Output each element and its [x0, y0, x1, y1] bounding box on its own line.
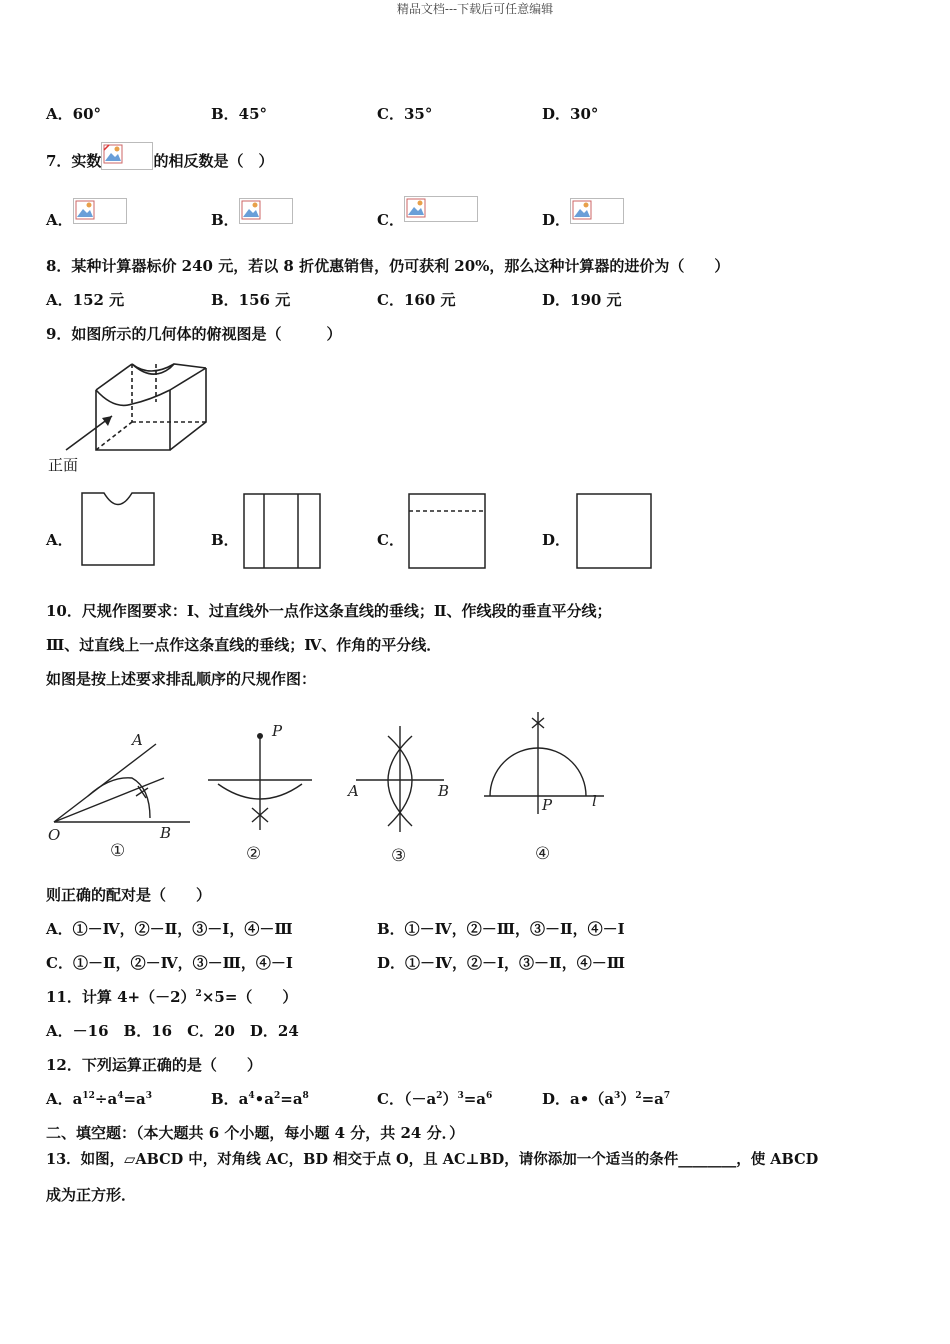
label-b: B [160, 824, 172, 842]
broken-image-icon [239, 198, 293, 224]
q7-question [46, 148, 273, 176]
broken-image-icon [404, 196, 478, 222]
broken-image-icon [73, 198, 127, 224]
q6-option-d: D．30° [542, 105, 599, 123]
q10-option-c: C．①－Ⅱ，②－Ⅳ，③－Ⅲ，④－Ⅰ [46, 954, 293, 972]
q7-suffix: 的相反数是（ ） [153, 152, 274, 170]
label-b: B [438, 782, 450, 800]
q8-option-d: D．190 元 [542, 291, 622, 309]
q10-constructions-figure [40, 700, 640, 870]
q8-option-c: C．160 元 [377, 291, 456, 309]
q12-option-d: D．$a•(a^3)^2=a^7$ [542, 1090, 671, 1108]
label-p: P [542, 796, 553, 814]
q7-option-b: B． [211, 208, 293, 234]
label-l: l [592, 792, 597, 810]
q12-option-a: A．$a^{12}\div a^4=a^3$ [46, 1090, 153, 1108]
q9-figure-d [572, 488, 658, 574]
q10-line1: 10．尺规作图要求：Ⅰ、过直线外一点作这条直线的垂线；Ⅱ、作线段的垂直平分线； [46, 602, 612, 620]
q9-option-c: C． [377, 531, 404, 549]
q9-option-a: A． [46, 531, 73, 549]
label-circled-1: ① [110, 841, 126, 861]
page-header: 精品文档---下载后可任意编辑 [396, 2, 554, 16]
arrow-icon [102, 416, 112, 426]
q13-line2: 成为正方形． [46, 1186, 137, 1204]
broken-image-icon [570, 198, 624, 224]
q10-ask: 则正确的配对是（ ） [46, 886, 212, 904]
q8-option-b: B．156 元 [211, 291, 291, 309]
q10-option-b: B．①－Ⅳ，②－Ⅲ，③－Ⅱ，④－Ⅰ [377, 920, 625, 938]
label-a: A [132, 731, 143, 749]
section-heading: 二、填空题：（本大题共 6 个小题，每小题 4 分，共 24 分．） [46, 1124, 465, 1142]
q11-options: A．－16 B．16 C．20 D．24 [46, 1022, 299, 1040]
q11-stem: 11．计算 $4+(-2)^2\times 5=$（ ） [46, 988, 298, 1006]
q10-line3: 如图是按上述要求排乱顺序的尺规作图： [46, 670, 317, 688]
q9-figure-b [240, 488, 326, 574]
q12-stem: 12．下列运算正确的是（ ） [46, 1056, 262, 1074]
q9-figure-c [404, 488, 490, 574]
q8-stem: 8．某种计算器标价 240 元，若以 8 折优惠销售，仍可获利 20%，那么这种计算器的进价为（ ） [46, 257, 730, 275]
label-a: A [348, 782, 359, 800]
q7-option-a: A． [46, 208, 127, 234]
q8-option-a: A．152 元 [46, 291, 125, 309]
q9-option-d: D． [542, 531, 571, 549]
label-circled-3: ③ [391, 846, 407, 866]
q7-number: 7．实数 [46, 152, 102, 170]
front-label: 正面 [48, 456, 79, 474]
label-circled-2: ② [246, 844, 262, 864]
label-p: P [272, 722, 283, 740]
q9-option-b: B． [211, 531, 239, 549]
label-o: O [48, 826, 61, 844]
q10-option-d: D．①－Ⅳ，②－Ⅰ，③－Ⅱ，④－Ⅲ [377, 954, 625, 972]
q12-option-b: B．$a^4•a^2=a^8$ [211, 1090, 309, 1108]
q7-option-c: C． [377, 208, 478, 234]
q6-option-c: C．35° [377, 105, 433, 123]
q9-figure-a [76, 486, 162, 572]
broken-image-icon [101, 142, 153, 170]
q10-option-a: A．①－Ⅳ，②－Ⅱ，③－Ⅰ，④－Ⅲ [46, 920, 293, 938]
label-circled-4: ④ [535, 844, 551, 864]
q12-option-c: C．$(-a^2)^3=a^6$ [377, 1090, 493, 1108]
q9-stem: 9．如图所示的几何体的俯视图是（ ） [46, 325, 342, 343]
q7-option-d: D． [542, 208, 624, 234]
q6-option-b: B．45° [211, 105, 268, 123]
q10-line2: Ⅲ、过直线上一点作这条直线的垂线；Ⅳ、作角的平分线． [46, 636, 442, 654]
q13-line1: 13．如图，▱ABCD 中，对角线 AC，BD 相交于点 O，且 AC⊥BD，请你添加一个适当的条件________，使 ABCD [46, 1151, 819, 1168]
q6-option-a: A．60° [46, 105, 102, 123]
